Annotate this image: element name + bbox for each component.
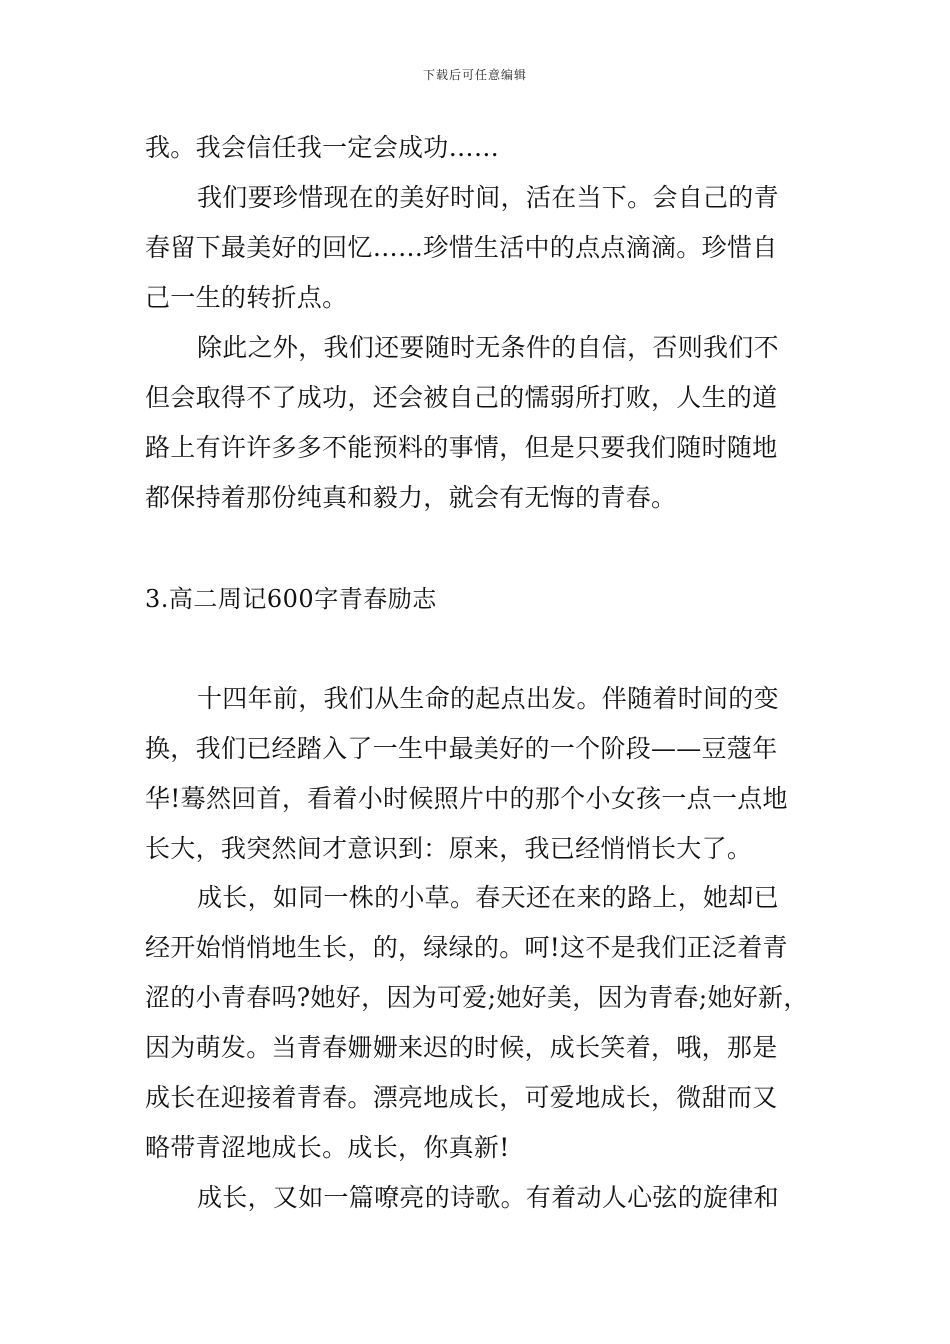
paragraph-line: 经开始悄悄地生长，的，绿绿的。呵!这不是我们正泛着青 xyxy=(145,933,788,962)
paragraph-line: 十四年前，我们从生命的起点出发。伴随着时间的变 xyxy=(197,684,779,713)
paragraph-line: 都保持着那份纯真和毅力，就会有无悔的青春。 xyxy=(145,483,677,512)
paragraph-line: 华!蓦然回首，看着小时候照片中的那个小女孩一点一点地 xyxy=(145,784,788,813)
paragraph-line: 我们要珍惜现在的美好时间，活在当下。会自己的青 xyxy=(197,183,779,212)
paragraph-line: 长大，我突然间才意识到：原来，我已经悄悄长大了。 xyxy=(145,834,753,863)
paragraph-line: 成长，又如一篇嘹亮的诗歌。有着动人心弦的旋律和 xyxy=(197,1183,779,1212)
header-note: 下载后可任意编辑 xyxy=(422,68,527,82)
paragraph-line: 春留下最美好的回忆……珍惜生活中的点点滴滴。珍惜自 xyxy=(145,233,778,262)
paragraph-line: 因为萌发。当青春姗姗来迟的时候，成长笑着，哦，那是 xyxy=(145,1033,778,1062)
paragraph-line: 路上有许许多多不能预料的事情，但是只要我们随时随地 xyxy=(145,433,778,462)
paragraph-line: 但会取得不了成功，还会被自己的懦弱所打败，人生的道 xyxy=(145,383,778,412)
paragraph-line: 涩的小青春吗?她好，因为可爱;她好美，因为青春;她好新， xyxy=(145,983,809,1012)
paragraph-line: 我。我会信任我一定会成功…… xyxy=(145,133,500,162)
section-heading: 3.高二周记600字青春励志 xyxy=(145,585,437,613)
paragraph-line: 略带青涩地成长。成长，你真新! xyxy=(145,1133,510,1162)
paragraph-line: 己一生的转折点。 xyxy=(145,283,348,312)
paragraph-line: 换，我们已经踏入了一生中最美好的一个阶段——豆蔻年 xyxy=(145,734,778,763)
paragraph-line: 成长在迎接着青春。漂亮地成长，可爱地成长，微甜而又 xyxy=(145,1083,778,1112)
paragraph-line: 成长，如同一株的小草。春天还在来的路上，她却已 xyxy=(197,883,779,912)
paragraph-line: 除此之外，我们还要随时无条件的自信，否则我们不 xyxy=(197,333,779,362)
